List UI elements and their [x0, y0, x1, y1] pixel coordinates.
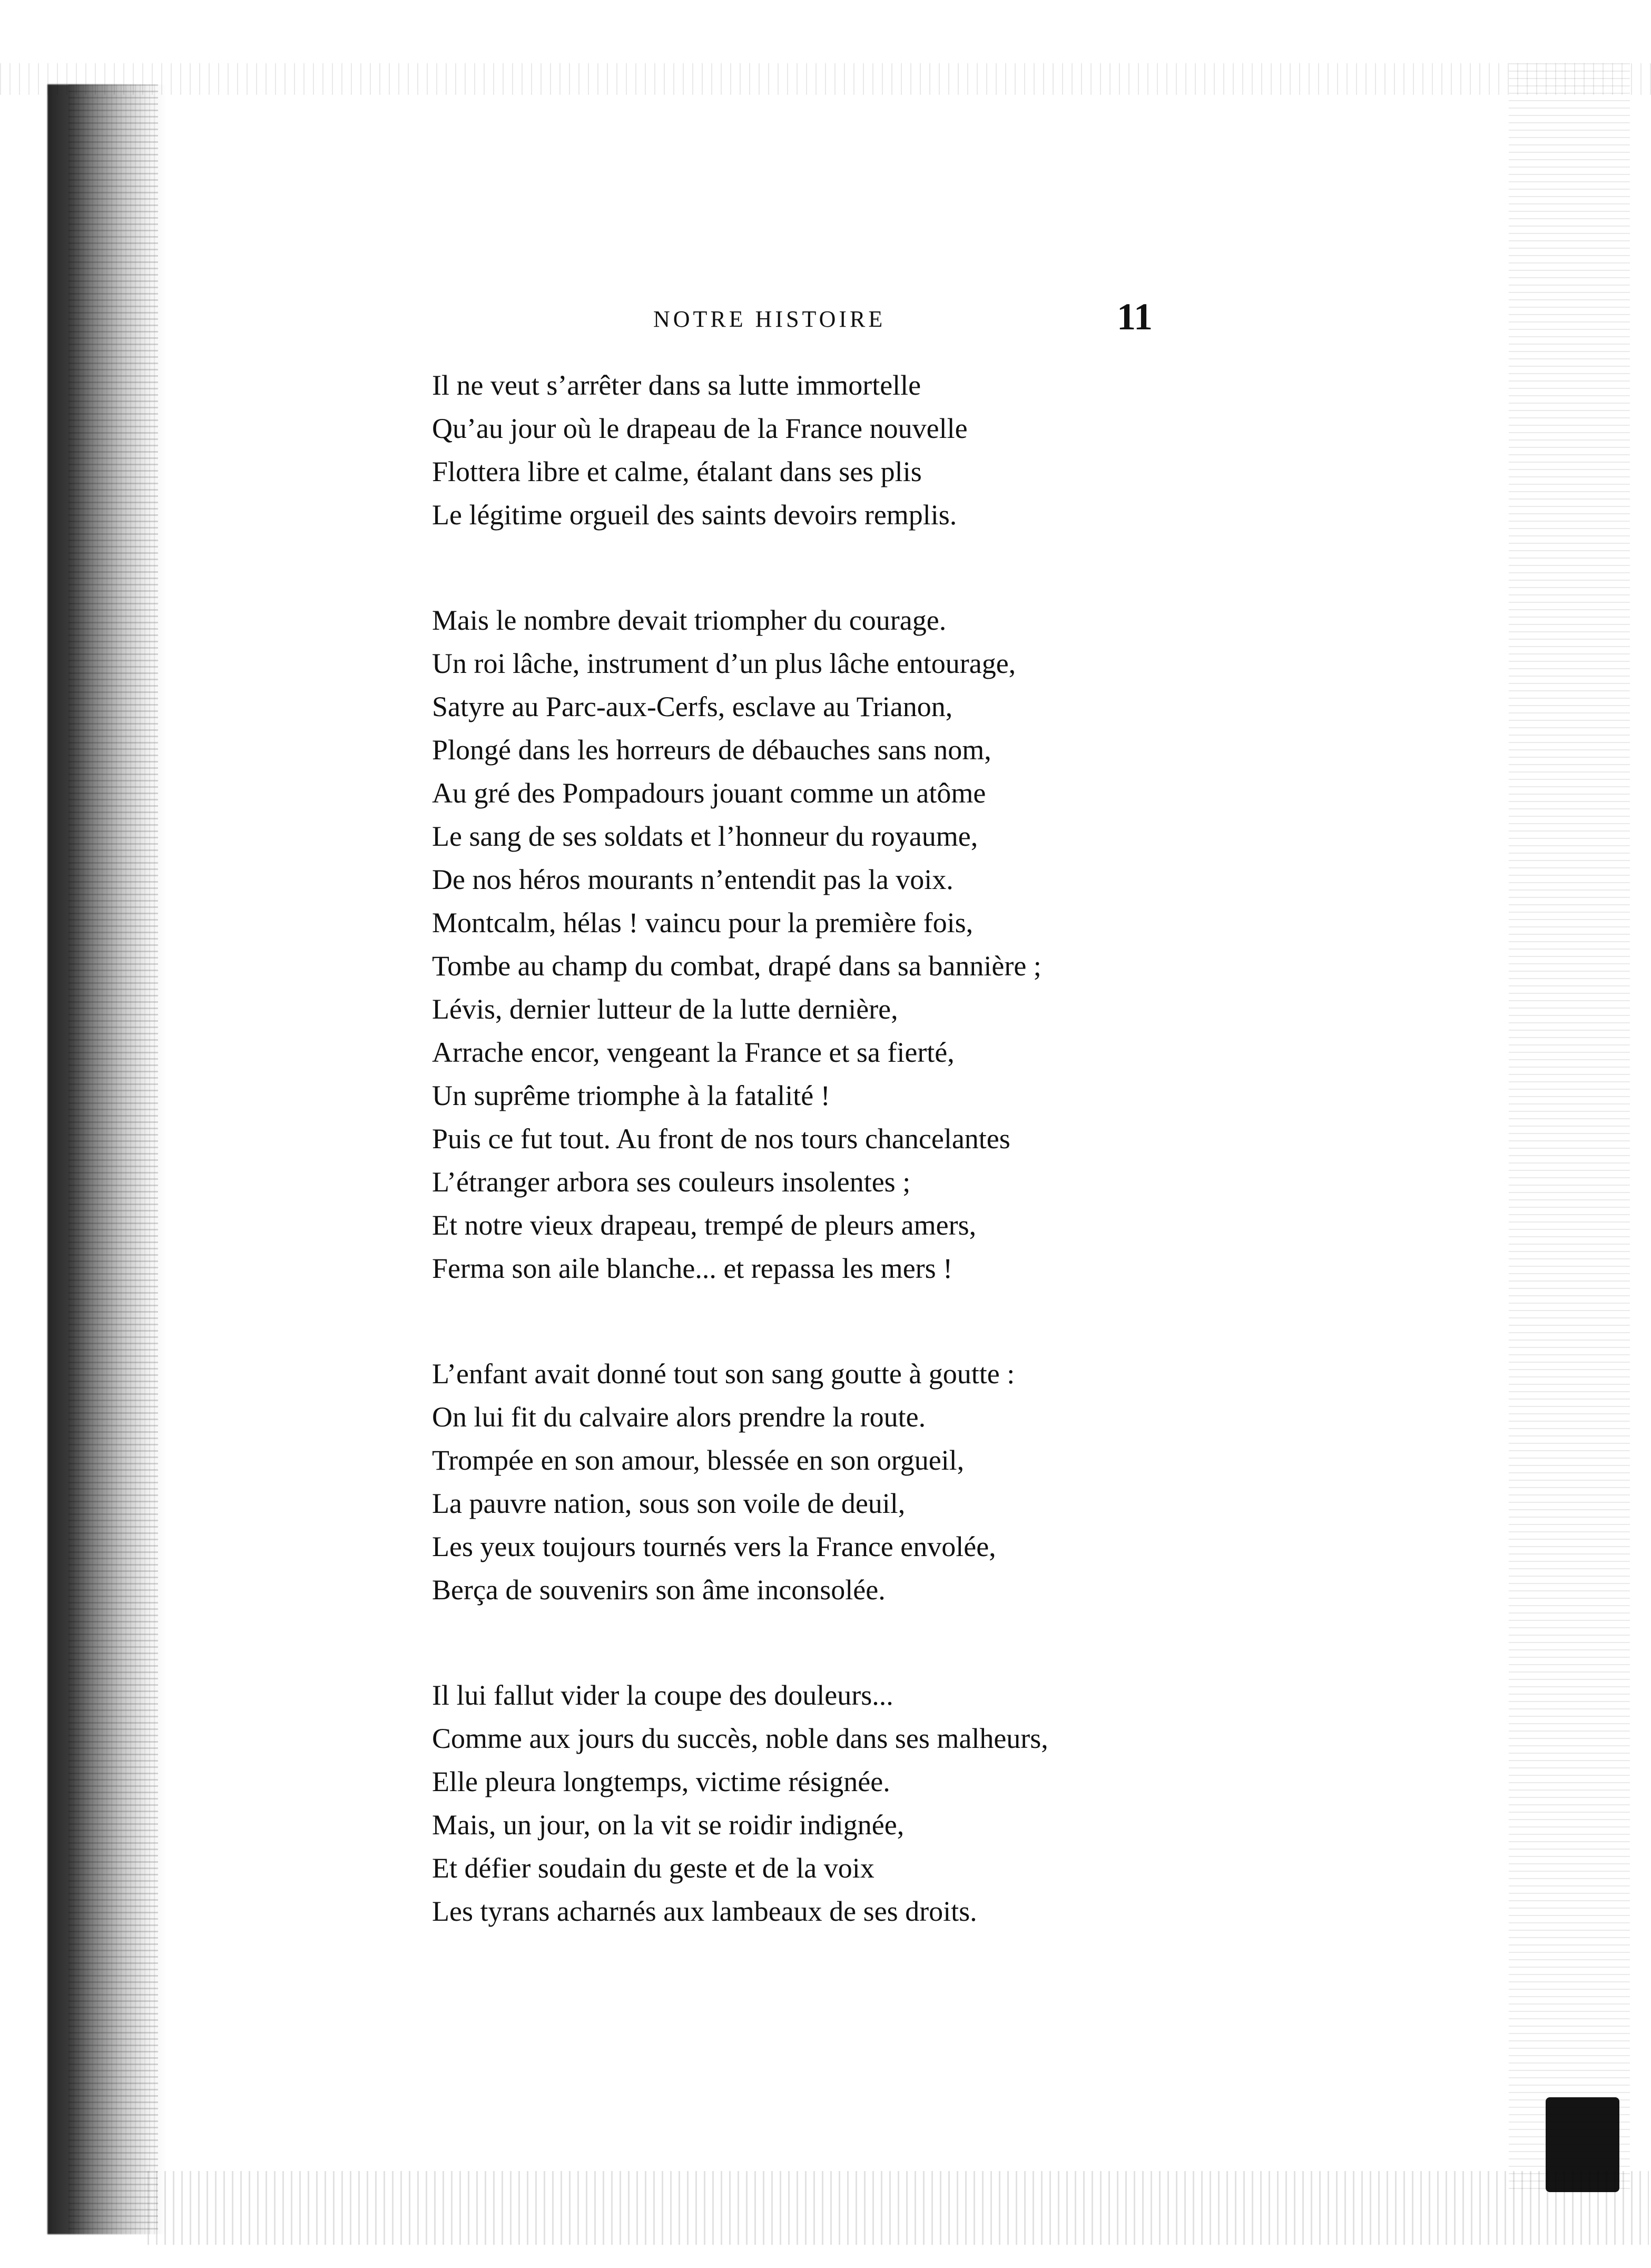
- poem-line: Comme aux jours du succès, noble dans ses malheurs,: [432, 1723, 1048, 1754]
- poem-line: Lévis, dernier lutteur de la lutte dernière,: [432, 993, 898, 1025]
- stanza-2: [432, 599, 1486, 1290]
- poem-line: Berça de souvenirs son âme inconsolée.: [432, 1574, 886, 1606]
- poem-line: On lui fit du calvaire alors prendre la route.: [432, 1401, 926, 1433]
- poem-line: Montcalm, hélas ! vaincu pour la première fois,: [432, 907, 974, 939]
- poem-line: Les tyrans acharnés aux lambeaux de ses droits.: [432, 1895, 977, 1927]
- stanza-1: [432, 364, 1486, 536]
- poem-line: Il ne veut s’arrêter dans sa lutte immortelle: [432, 369, 921, 401]
- poem-line: Mais le nombre devait triompher du courage.: [432, 604, 947, 636]
- poem-line: Elle pleura longtemps, victime résignée.: [432, 1766, 890, 1797]
- poem-line: De nos héros mourants n’entendit pas la voix.: [432, 864, 954, 895]
- poem-line: Plongé dans les horreurs de débauches sans nom,: [432, 734, 991, 766]
- scan-bottom-edge: [148, 2171, 1649, 2245]
- scan-corner-shadow: [1546, 2097, 1619, 2192]
- poem-line: Et notre vieux drapeau, trempé de pleurs amers,: [432, 1209, 977, 1241]
- poem-line: Le sang de ses soldats et l’honneur du royaume,: [432, 820, 978, 852]
- poem-line: Et défier soudain du geste et de la voix: [432, 1852, 874, 1884]
- poem-line: Au gré des Pompadours jouant comme un atôme: [432, 777, 986, 809]
- running-title: NOTRE HISTOIRE: [653, 306, 886, 332]
- poem-line: Ferma son aile blanche... et repassa les mers !: [432, 1253, 953, 1284]
- poem-line: Tombe au champ du combat, drapé dans sa bannière ;: [432, 950, 1041, 982]
- page-number: 11: [1117, 296, 1153, 338]
- poem-line: Flottera libre et calme, étalant dans ses plis: [432, 456, 922, 487]
- page-header: [437, 295, 1227, 358]
- poem-body: [432, 364, 1486, 2050]
- poem-line: Les yeux toujours tournés vers la France envolée,: [432, 1531, 996, 1562]
- poem-line: Qu’au jour où le drapeau de la France nouvelle: [432, 413, 968, 444]
- poem-line: Arrache encor, vengeant la France et sa fierté,: [432, 1037, 955, 1068]
- poem-line: La pauvre nation, sous son voile de deuil,: [432, 1488, 906, 1519]
- scan-left-edge-noise: [68, 84, 158, 2234]
- poem-line: L’étranger arbora ses couleurs insolentes ;: [432, 1166, 911, 1198]
- scan-top-edge: [0, 63, 1651, 95]
- poem-line: Trompée en son amour, blessée en son orgueil,: [432, 1444, 965, 1476]
- poem-line: Satyre au Parc-aux-Cerfs, esclave au Trianon,: [432, 691, 953, 722]
- scan-right-edge: [1509, 63, 1630, 2192]
- poem-line: Il lui fallut vider la coupe des douleurs...: [432, 1679, 893, 1711]
- stanza-3: [432, 1352, 1486, 1611]
- poem-line: L’enfant avait donné tout son sang goutte à goutte :: [432, 1358, 1015, 1390]
- poem-line: Puis ce fut tout. Au front de nos tours chancelantes: [432, 1123, 1010, 1155]
- poem-line: Un roi lâche, instrument d’un plus lâche entourage,: [432, 648, 1016, 679]
- stanza-4: [432, 1674, 1486, 1933]
- poem-line: Le légitime orgueil des saints devoirs remplis.: [432, 499, 957, 531]
- poem-line: Un suprême triomphe à la fatalité !: [432, 1080, 830, 1111]
- poem-line: Mais, un jour, on la vit se roidir indignée,: [432, 1809, 905, 1841]
